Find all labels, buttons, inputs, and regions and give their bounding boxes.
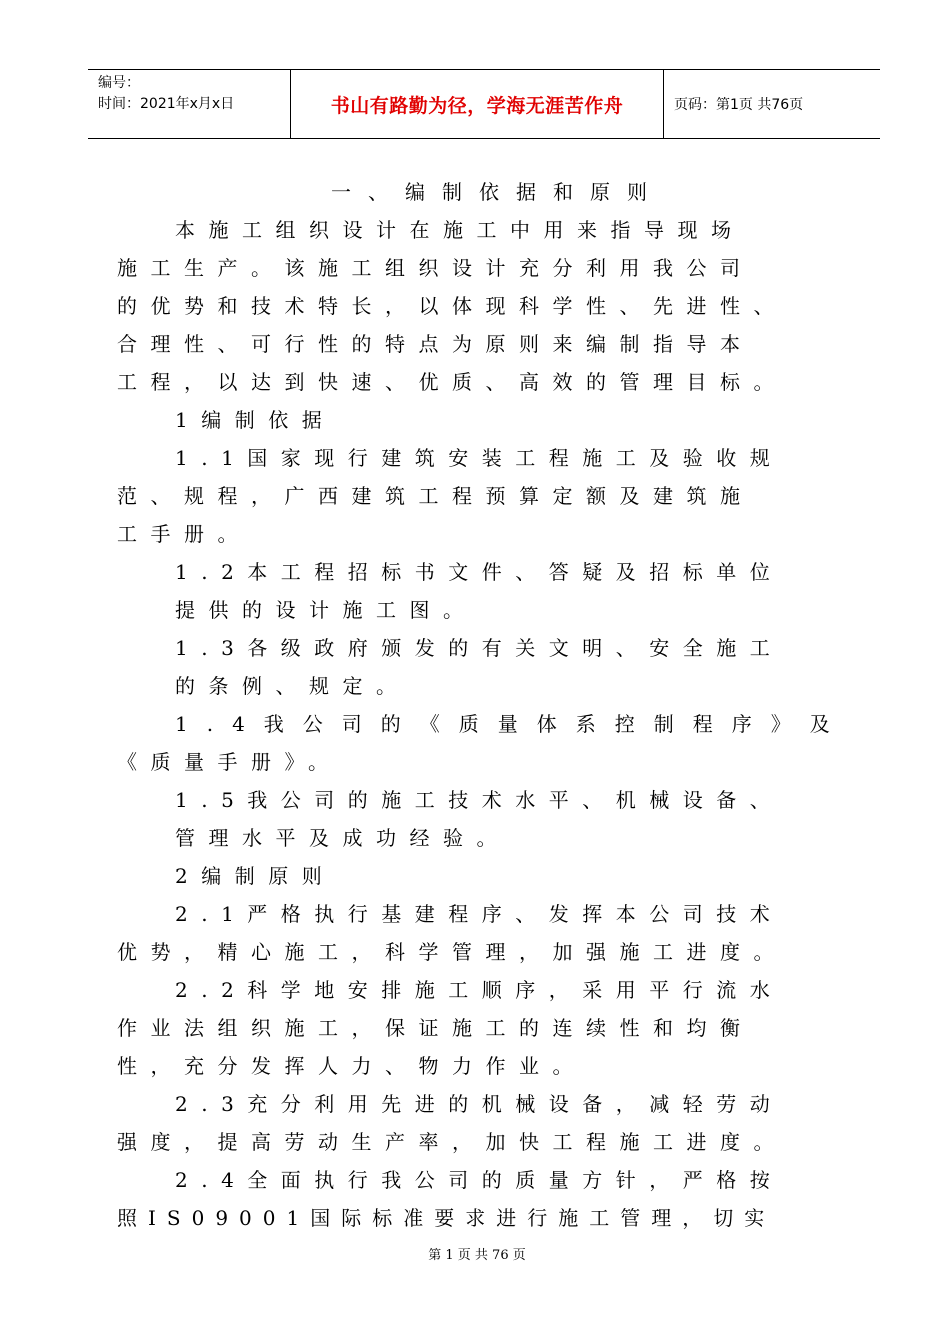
- footer-page-number: 第 1 页 共 76 页: [428, 1248, 526, 1263]
- paragraph-line: 合理性、可行性的特点为原则来编制指导本: [117, 332, 754, 356]
- paragraph-line: 提供的设计施工图。: [175, 598, 477, 622]
- paragraph-line: 1.4我公司的《质量体系控制程序》及: [175, 712, 849, 736]
- paragraph-line: 工程，以达到快速、优质、高效的管理目标。: [117, 370, 787, 394]
- paragraph-line: 2.1严格执行基建程序、发挥本公司技术: [175, 902, 784, 926]
- page-info: 页码：第1页 共76页: [674, 97, 804, 113]
- header-motto-cell: [291, 70, 664, 138]
- paragraph-line: 照IS09001国际标准要求进行施工管理，切实: [117, 1206, 776, 1230]
- paragraph-line: 性，充分发挥人力、物力作业。: [117, 1054, 586, 1078]
- paragraph-line: 本施工组织设计在施工中用来指导现场: [175, 218, 745, 242]
- paragraph-line: 的条例、规定。: [175, 674, 410, 698]
- section-title: 一、编制依据和原则: [331, 180, 664, 204]
- paragraph-line: 管理水平及成功经验。: [175, 826, 510, 850]
- paragraph-line: 的优势和技术特长，以体现科学性、先进性、: [117, 294, 787, 318]
- paragraph-line: 1.5我公司的施工技术水平、机械设备、: [175, 788, 784, 812]
- paragraph-line: 1.2本工程招标书文件、答疑及招标单位: [175, 560, 784, 584]
- serial-label: 编号：: [98, 75, 140, 91]
- paragraph-line: 优势，精心施工，科学管理，加强施工进度。: [117, 940, 787, 964]
- header-table: [88, 69, 880, 139]
- paragraph-line: 1.3各级政府颁发的有关文明、安全施工: [175, 636, 784, 660]
- time-label: 时间：2021年x月x日: [98, 96, 235, 112]
- paragraph-line: 2.2科学地安排施工顺序，采用平行流水: [175, 978, 784, 1002]
- paragraph-line: 范、规程，广西建筑工程预算定额及建筑施: [117, 484, 754, 508]
- header-meta: [88, 70, 291, 138]
- paragraph-line: 《质量手册》。: [117, 750, 342, 774]
- header-page-cell: [664, 70, 880, 138]
- paragraph-line: 2.4全面执行我公司的质量方针，严格按: [175, 1168, 784, 1192]
- paragraph-line: 作业法组织施工，保证施工的连续性和均衡: [117, 1016, 754, 1040]
- paragraph-line: 1.1国家现行建筑安装工程施工及验收规: [175, 446, 784, 470]
- paragraph-line: 施工生产。该施工组织设计充分利用我公司: [117, 256, 754, 280]
- paragraph-line: 强度，提高劳动生产率，加快工程施工进度。: [117, 1130, 787, 1154]
- paragraph-line: 2.3充分利用先进的机械设备，减轻劳动: [175, 1092, 784, 1116]
- motto: 书山有路勤为径，学海无涯苦作舟: [330, 94, 624, 117]
- page-footer: [0, 1244, 950, 1263]
- paragraph-line: 工手册。: [117, 522, 251, 546]
- subheading: 2编制原则: [175, 864, 336, 888]
- subheading: 1编制依据: [175, 408, 336, 432]
